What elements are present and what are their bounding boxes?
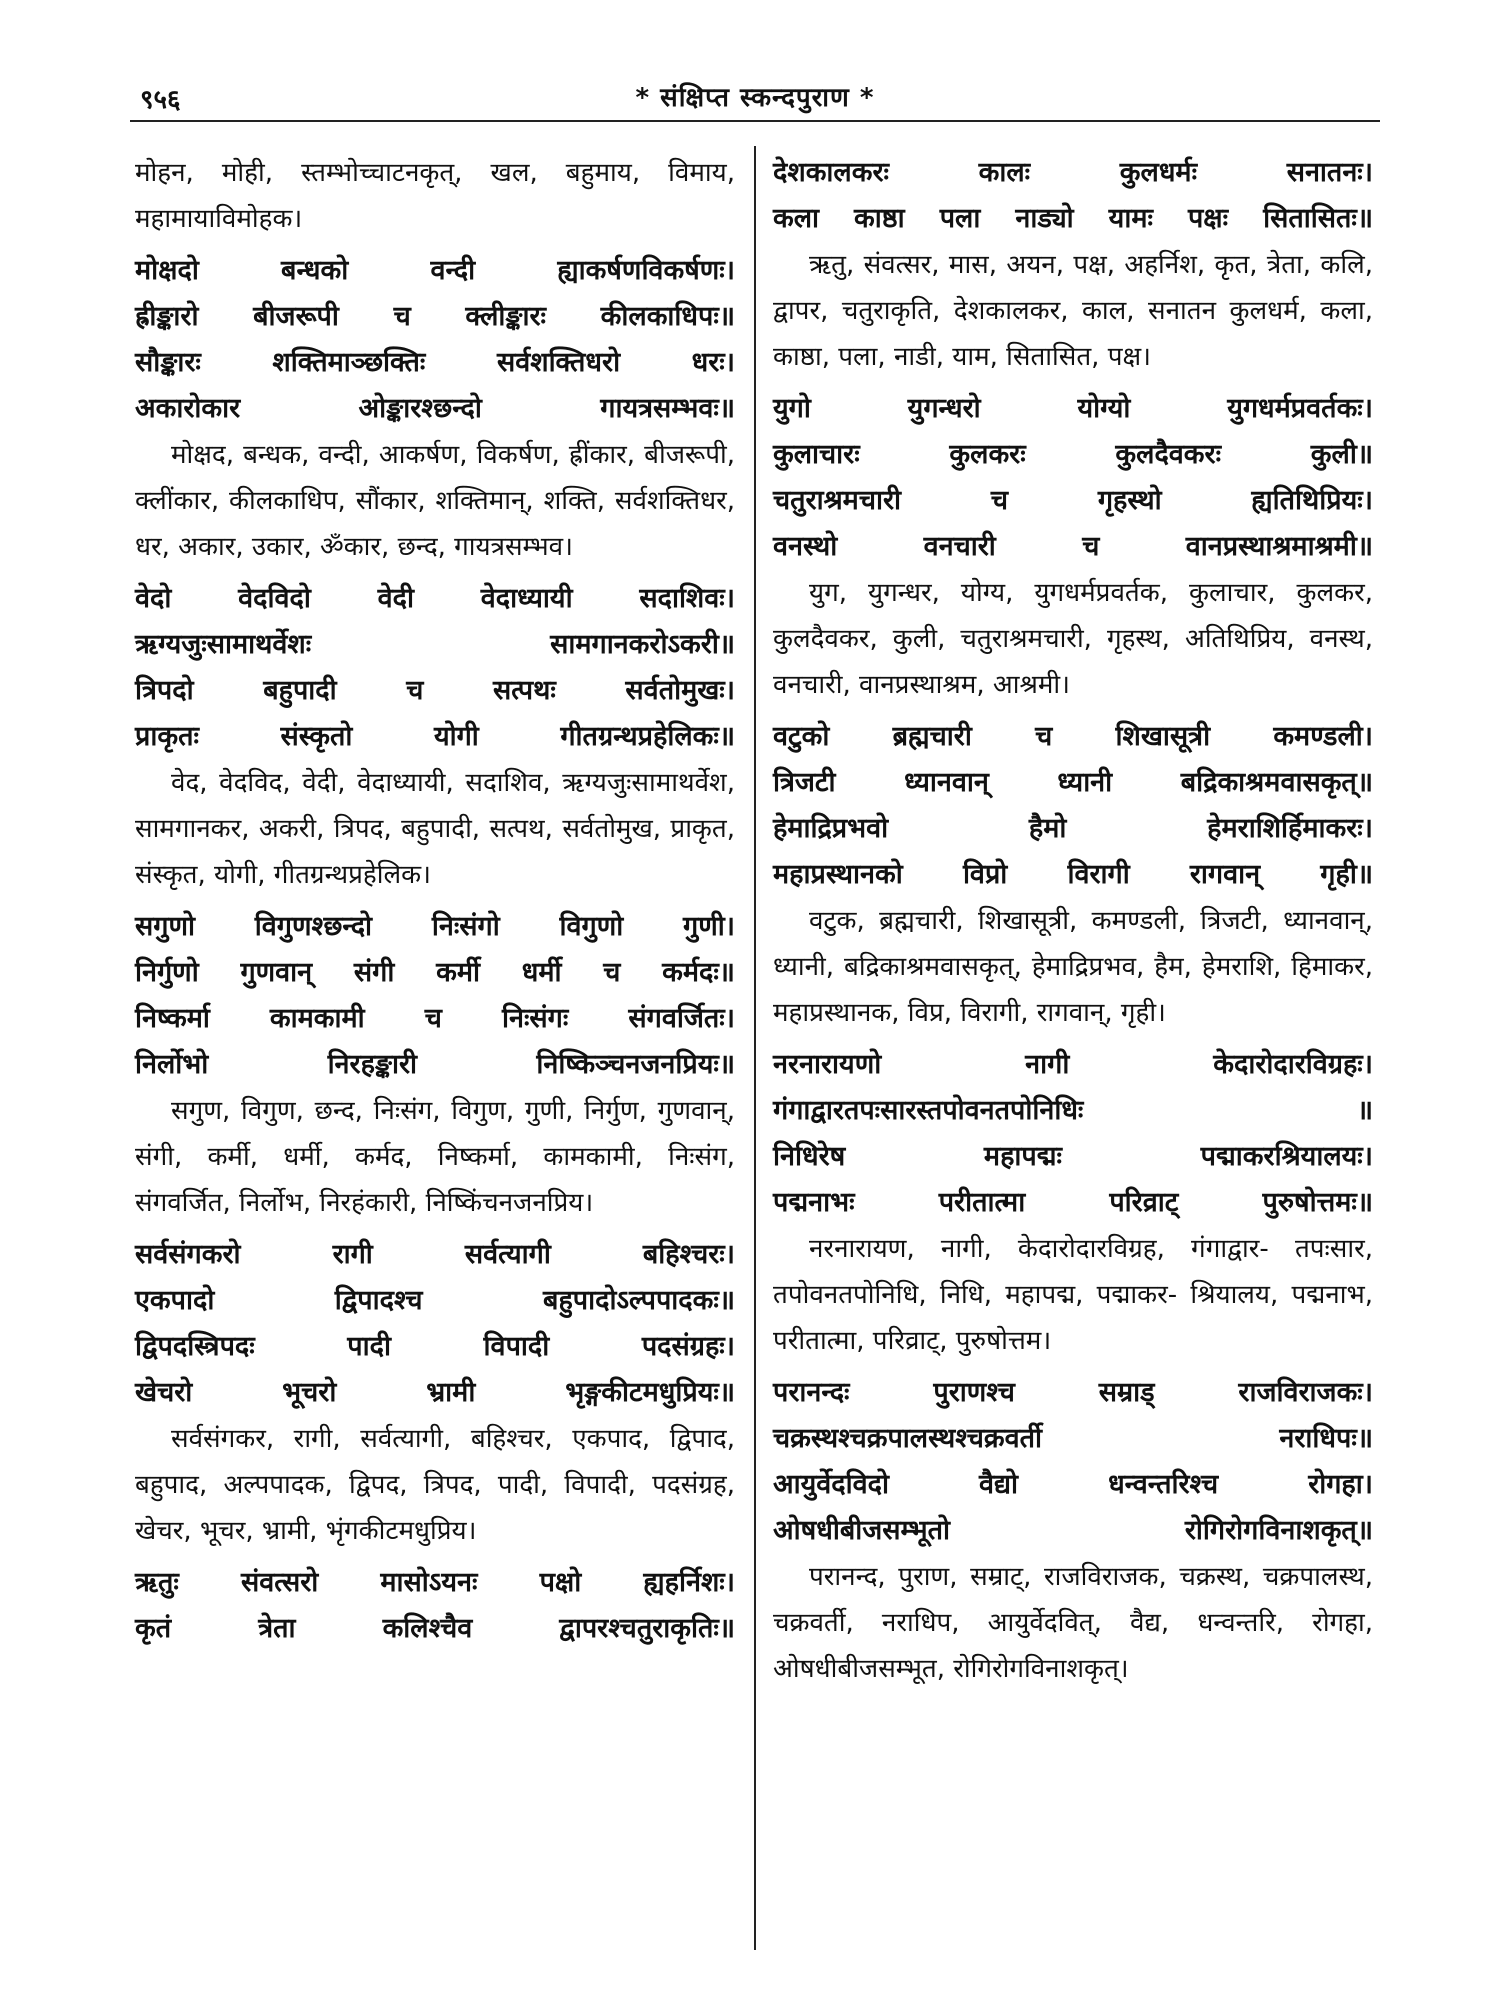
verse-line: वनस्थो वनचारी च वानप्रस्थाश्रमाश्रमी॥ — [773, 531, 1373, 562]
verse-line: सगुणो विगुणश्छन्दो निःसंगो विगुणो गुणी। — [135, 911, 735, 942]
verse-line: ऋतुः संवत्सरो मासोऽयनः पक्षो ह्यहर्निशः। — [135, 1567, 735, 1598]
verse-line: द्विपदस्त्रिपदः पादी विपादी पदसंग्रहः। — [135, 1331, 735, 1362]
verse-block — [773, 1042, 1373, 1226]
verse-line: निष्कर्मा कामकामी च निःसंगः संगवर्जितः। — [135, 1003, 735, 1034]
verse-line: परानन्दः पुराणश्च सम्राड् राजविराजकः। — [773, 1377, 1373, 1408]
verse-line: अकारोकार ओङ्कारश्छन्दो गायत्रसम्भवः॥ — [135, 393, 735, 424]
verse-block — [135, 1232, 735, 1416]
verse-line: चतुराश्रमचारी च गृहस्थो ह्यतिथिप्रियः। — [773, 485, 1373, 516]
meaning-paragraph: वटुक, ब्रह्मचारी, शिखासूत्री, कमण्डली, त्रिजटी, ध्यानवान्, ध्यानी, बद्रिकाश्रमवासकृत्, हेमाद्रिप्रभव, हैम, हेमराशि, हिमाकर, महाप्रस्थानक, विप्र, विरागी, रागवान्, गृही। — [773, 906, 1373, 1028]
verse-line: एकपादो द्विपादश्च बहुपादोऽल्पपादकः॥ — [135, 1285, 735, 1316]
meaning-paragraph: सर्वसंगकर, रागी, सर्वत्यागी, बहिश्चर, एकपाद, द्विपाद, बहुपाद, अल्पपादक, द्विपद, त्रिपद, पादी, विपादी, पदसंग्रह, खेचर, भूचर, भ्रामी, भृंगकीटमधुप्रिय। — [135, 1424, 735, 1546]
verse-line: चक्रस्थश्चक्रपालस्थश्चक्रवर्ती नराधिपः॥ — [773, 1423, 1373, 1454]
verse-line: सौङ्कारः शक्तिमाञ्छक्तिः सर्वशक्तिधरो धरः। — [135, 347, 735, 378]
verse-line: देशकालकरः कालः कुलधर्मः सनातनः। — [773, 157, 1373, 188]
verse-block — [773, 150, 1373, 242]
verse-line: पद्मनाभः परीतात्मा परिव्राट् पुरुषोत्तमः॥ — [773, 1187, 1373, 1218]
meaning-paragraph: नरनारायण, नागी, केदारोदारविग्रह, गंगाद्वार- तपःसार, तपोवनतपोनिधि, निधि, महापद्म, पद्माकर- श्रियालय, पद्मनाभ, परीतात्मा, परिव्राट्, पुरुषोत्तम। — [773, 1234, 1373, 1356]
verse-line: कुलाचारः कुलकरः कुलदैवकरः कुली॥ — [773, 439, 1373, 470]
verse-line: वटुको ब्रह्मचारी च शिखासूत्री कमण्डली। — [773, 721, 1373, 752]
verse-line: युगो युगन्धरो योग्यो युगधर्मप्रवर्तकः। — [773, 393, 1373, 424]
verse-line: हेमाद्रिप्रभवो हैमो हेमराशिर्हिमाकरः। — [773, 813, 1373, 844]
verse-line: निधिरेष महापद्मः पद्माकरश्रियालयः। — [773, 1141, 1373, 1172]
verse-line: निर्गुणो गुणवान् संगी कर्मी धर्मी च कर्मदः॥ — [135, 957, 735, 988]
page-number: ९५६ — [140, 85, 181, 115]
verse-line: गंगाद्वारतपःसारस्तपोवनतपोनिधिः ॥ — [773, 1095, 1373, 1126]
column-divider — [754, 146, 756, 1950]
meaning-paragraph: मोहन, मोही, स्तम्भोच्चाटनकृत्, खल, बहुमाय, विमाय, महामायाविमोहक। — [135, 158, 735, 234]
verse-line: नरनारायणो नागी केदारोदारविग्रहः। — [773, 1049, 1373, 1080]
verse-line: कृतं त्रेता कलिश्चैव द्वापरश्चतुराकृतिः॥ — [135, 1613, 735, 1644]
verse-block — [773, 714, 1373, 898]
verse-line: त्रिपदो बहुपादी च सत्पथः सर्वतोमुखः। — [135, 675, 735, 706]
right-column — [773, 150, 1373, 1698]
verse-block — [135, 248, 735, 432]
verse-line: मोक्षदो बन्धको वन्दी ह्याकर्षणविकर्षणः। — [135, 255, 735, 286]
verse-line: ओषधीबीजसम्भूतो रोगिरोगविनाशकृत्॥ — [773, 1515, 1373, 1546]
verse-line: प्राकृतः संस्कृतो योगी गीतग्रन्थप्रहेलिकः॥ — [135, 721, 735, 752]
verse-block — [773, 386, 1373, 570]
verse-line: वेदो वेदविदो वेदी वेदाध्यायी सदाशिवः। — [135, 583, 735, 614]
left-column — [135, 150, 735, 1652]
verse-line: ऋग्यजुःसामाथर्वेशः सामगानकरोऽकरी॥ — [135, 629, 735, 660]
verse-line: खेचरो भूचरो भ्रामी भृङ्गकीटमधुप्रियः॥ — [135, 1377, 735, 1408]
verse-line: निर्लोभो निरहङ्कारी निष्किञ्चनजनप्रियः॥ — [135, 1049, 735, 1080]
verse-block — [773, 1370, 1373, 1554]
verse-block — [135, 1560, 735, 1652]
meaning-paragraph: युग, युगन्धर, योग्य, युगधर्मप्रवर्तक, कुलाचार, कुलकर, कुलदैवकर, कुली, चतुराश्रमचारी, गृहस्थ, अतिथिप्रिय, वनस्थ, वनचारी, वानप्रस्थाश्रम, आश्रमी। — [773, 578, 1373, 700]
meaning-paragraph: वेद, वेदविद, वेदी, वेदाध्यायी, सदाशिव, ऋग्यजुःसामाथर्वेश, सामगानकर, अकरी, त्रिपद, बहुपादी, सत्पथ, सर्वतोमुख, प्राकृत, संस्कृत, योगी, गीतग्रन्थप्रहेलिक। — [135, 768, 735, 890]
verse-block — [135, 904, 735, 1088]
page-header — [130, 76, 1380, 122]
verse-line: आयुर्वेदविदो वैद्यो धन्वन्तरिश्च रोगहा। — [773, 1469, 1373, 1500]
verse-line: सर्वसंगकरो रागी सर्वत्यागी बहिश्चरः। — [135, 1239, 735, 1270]
verse-line: ह्रीङ्कारो बीजरूपी च क्लीङ्कारः कीलकाधिपः॥ — [135, 301, 735, 332]
verse-line: कला काष्ठा पला नाड्यो यामः पक्षः सितासितः॥ — [773, 203, 1373, 234]
running-title: * संक्षिप्त स्कन्दपुराण * — [635, 83, 875, 113]
meaning-paragraph: परानन्द, पुराण, सम्राट्, राजविराजक, चक्रस्थ, चक्रपालस्थ, चक्रवर्ती, नराधिप, आयुर्वेदवित्, वैद्य, धन्वन्तरि, रोगहा, ओषधीबीजसम्भूत, रोगिरोगविनाशकृत्। — [773, 1562, 1373, 1684]
verse-block — [135, 576, 735, 760]
meaning-paragraph: सगुण, विगुण, छन्द, निःसंग, विगुण, गुणी, निर्गुण, गुणवान्, संगी, कर्मी, धर्मी, कर्मद, निष्कर्मा, कामकामी, निःसंग, संगवर्जित, निर्लोभ, निरहंकारी, निष्किंचनजनप्रिय। — [135, 1096, 735, 1218]
meaning-paragraph: ऋतु, संवत्सर, मास, अयन, पक्ष, अहर्निश, कृत, त्रेता, कलि, द्वापर, चतुराकृति, देशकालकर, काल, सनातन कुलधर्म, कला, काष्ठा, पला, नाडी, याम, सितासित, पक्ष। — [773, 250, 1373, 372]
verse-line: महाप्रस्थानको विप्रो विरागी रागवान् गृही॥ — [773, 859, 1373, 890]
meaning-paragraph: मोक्षद, बन्धक, वन्दी, आकर्षण, विकर्षण, ह्रींकार, बीजरूपी, क्लींकार, कीलकाधिप, सौंकार, शक्तिमान्, शक्ति, सर्वशक्तिधर, धर, अकार, उकार, ॐकार, छन्द, गायत्रसम्भव। — [135, 440, 735, 562]
verse-line: त्रिजटी ध्यानवान् ध्यानी बद्रिकाश्रमवासकृत्॥ — [773, 767, 1373, 798]
